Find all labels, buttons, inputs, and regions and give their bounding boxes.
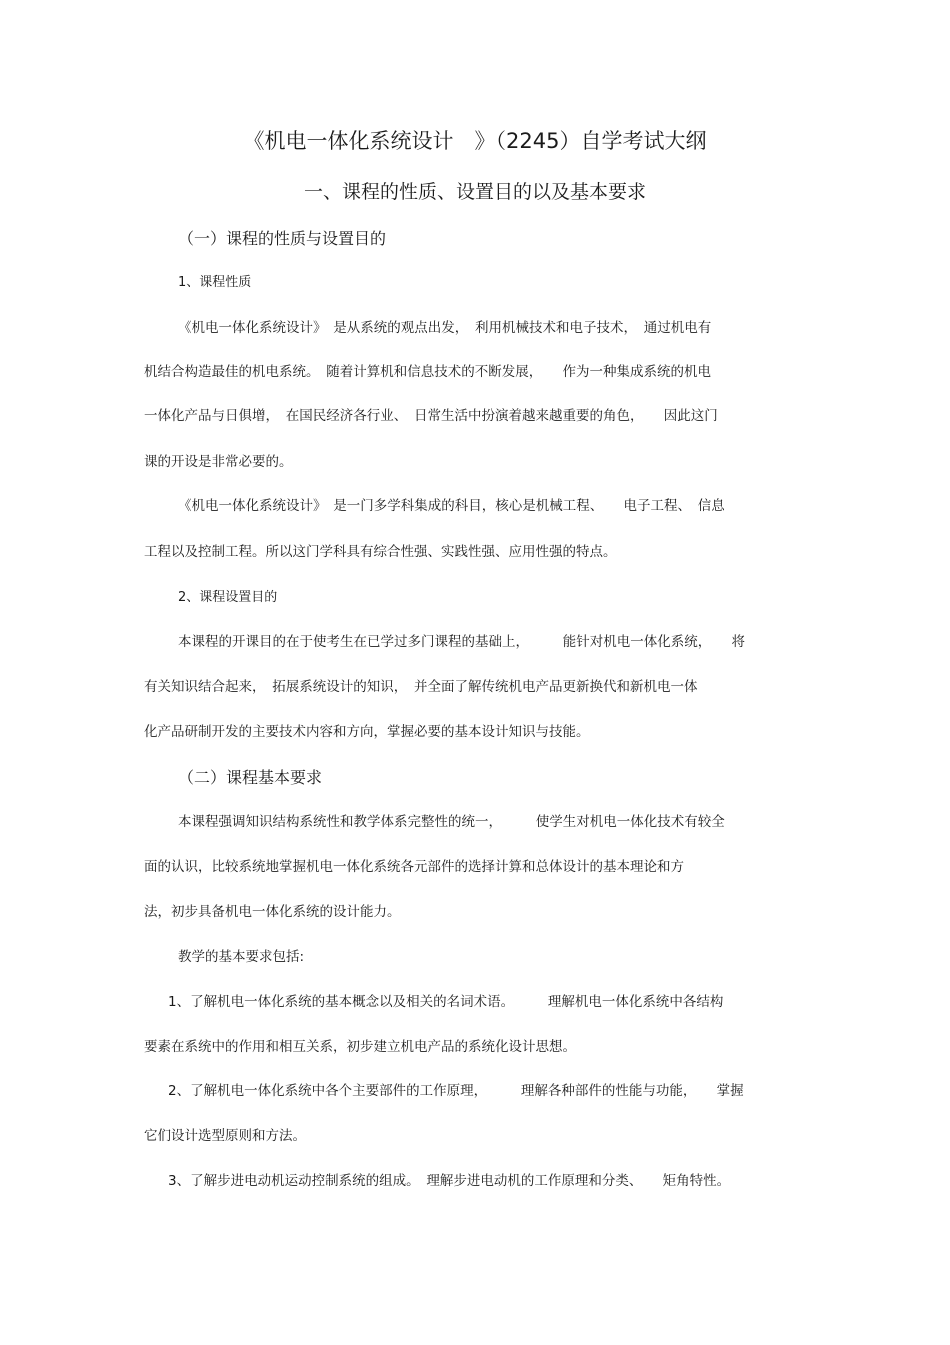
list-intro: 教学的基本要求包括: bbox=[178, 949, 305, 965]
paragraph-line: 《机电一体化系统设计》 是一门多学科集成的科目，核心是机械工程、 电子工程、 信息 bbox=[178, 498, 725, 514]
requirement-item: 2、了解机电一体化系统中各个主要部件的工作原理， 理解各种部件的性能与功能， 掌握 bbox=[168, 1083, 744, 1099]
item-label-course-nature: 1、课程性质 bbox=[178, 275, 252, 290]
paragraph-line: 本课程的开课目的在于使考生在已学过多门课程的基础上， 能针对机电一体化系统， 将 bbox=[178, 634, 745, 650]
paragraph-line: 本课程强调知识结构系统性和教学体系完整性的统一， 使学生对机电一体化技术有较全 bbox=[178, 814, 725, 830]
paragraph-line: 《机电一体化系统设计》 是从系统的观点出发， 利用机械技术和电子技术， 通过机电有 bbox=[178, 320, 712, 336]
document-title: 《机电一体化系统设计 》（2245）自学考试大纲 bbox=[243, 129, 707, 153]
requirement-item: 1、了解机电一体化系统的基本概念以及相关的名词术语。 理解机电一体化系统中各结构 bbox=[168, 994, 724, 1010]
paragraph-line: 一体化产品与日俱增， 在国民经济各行业、 日常生活中扮演着越来越重要的角色， 因此这门 bbox=[144, 408, 718, 424]
paragraph-line: 面的认识，比较系统地掌握机电一体化系统各元部件的选择计算和总体设计的基本理论和方 bbox=[144, 859, 684, 875]
requirement-item-continued: 它们设计选型原则和方法。 bbox=[144, 1128, 306, 1144]
paragraph-line: 有关知识结合起来， 拓展系统设计的知识， 并全面了解传统机电产品更新换代和新机电一体 bbox=[144, 679, 698, 695]
section-heading: 一、课程的性质、设置目的以及基本要求 bbox=[303, 181, 646, 203]
paragraph-line: 课的开设是非常必要的。 bbox=[144, 454, 293, 470]
item-label-course-purpose: 2、课程设置目的 bbox=[178, 590, 278, 605]
paragraph-line: 化产品研制开发的主要技术内容和方向，掌握必要的基本设计知识与技能。 bbox=[144, 724, 590, 740]
requirement-item-continued: 要素在系统中的作用和相互关系，初步建立机电产品的系统化设计思想。 bbox=[144, 1039, 576, 1055]
paragraph-line: 机结合构造最佳的机电系统。 随着计算机和信息技术的不断发展， 作为一种集成系统的机电 bbox=[144, 364, 711, 380]
paragraph-line: 法，初步具备机电一体化系统的设计能力。 bbox=[144, 904, 401, 920]
subsection-heading-nature-purpose: （一）课程的性质与设置目的 bbox=[178, 229, 387, 248]
requirement-item: 3、了解步进电动机运动控制系统的组成。 理解步进电动机的工作原理和分类、 矩角特性。 bbox=[168, 1173, 731, 1189]
paragraph-line: 工程以及控制工程。所以这门学科具有综合性强、实践性强、应用性强的特点。 bbox=[144, 544, 617, 560]
subsection-heading-basic-requirements: （二）课程基本要求 bbox=[178, 768, 323, 787]
